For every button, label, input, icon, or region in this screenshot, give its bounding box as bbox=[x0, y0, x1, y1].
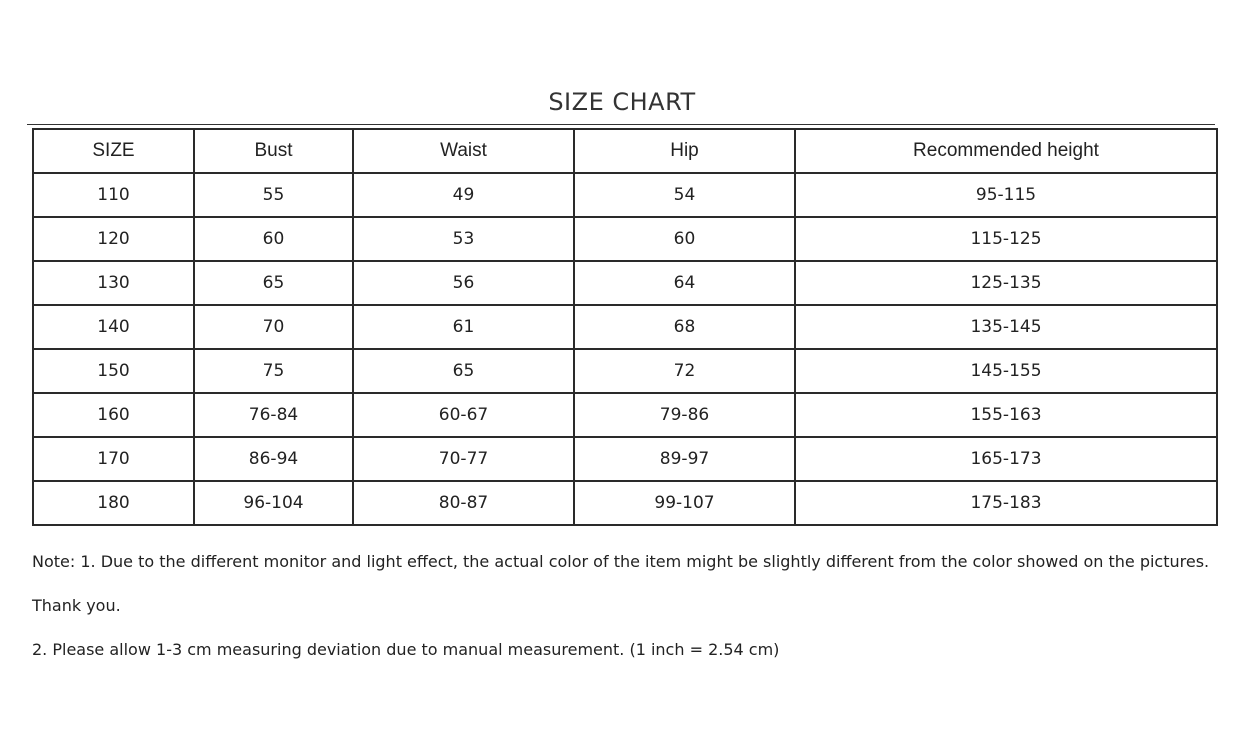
cell-height: 95-115 bbox=[795, 173, 1217, 217]
header-hip: Hip bbox=[574, 129, 795, 173]
cell-size: 170 bbox=[33, 437, 194, 481]
table-row bbox=[33, 305, 1217, 349]
cell-bust: 60 bbox=[194, 217, 353, 261]
table-row bbox=[33, 217, 1217, 261]
cell-height: 165-173 bbox=[795, 437, 1217, 481]
note-color-difference: Note: 1. Due to the different monitor and light effect, the actual color of the item might be slightly different from the color showed on the pictures. bbox=[32, 552, 1210, 571]
header-bust: Bust bbox=[194, 129, 353, 173]
cell-waist: 56 bbox=[353, 261, 574, 305]
table-row bbox=[33, 481, 1217, 525]
page-title: SIZE CHART bbox=[548, 88, 696, 116]
cell-hip: 72 bbox=[574, 349, 795, 393]
table-row bbox=[33, 173, 1217, 217]
cell-height: 125-135 bbox=[795, 261, 1217, 305]
size-chart-table bbox=[32, 128, 1218, 526]
cell-bust: 75 bbox=[194, 349, 353, 393]
cell-hip: 68 bbox=[574, 305, 795, 349]
cell-hip: 54 bbox=[574, 173, 795, 217]
cell-waist: 80-87 bbox=[353, 481, 574, 525]
cell-size: 160 bbox=[33, 393, 194, 437]
cell-bust: 55 bbox=[194, 173, 353, 217]
header-waist: Waist bbox=[353, 129, 574, 173]
table-header-row bbox=[33, 129, 1217, 173]
table-row bbox=[33, 261, 1217, 305]
title-divider bbox=[27, 124, 1215, 125]
cell-height: 155-163 bbox=[795, 393, 1217, 437]
cell-waist: 49 bbox=[353, 173, 574, 217]
cell-size: 110 bbox=[33, 173, 194, 217]
cell-hip: 89-97 bbox=[574, 437, 795, 481]
cell-size: 140 bbox=[33, 305, 194, 349]
cell-waist: 65 bbox=[353, 349, 574, 393]
cell-size: 180 bbox=[33, 481, 194, 525]
cell-height: 175-183 bbox=[795, 481, 1217, 525]
header-recommended-height: Recommended height bbox=[795, 129, 1217, 173]
cell-hip: 64 bbox=[574, 261, 795, 305]
cell-bust: 86-94 bbox=[194, 437, 353, 481]
cell-hip: 99-107 bbox=[574, 481, 795, 525]
cell-hip: 60 bbox=[574, 217, 795, 261]
cell-size: 120 bbox=[33, 217, 194, 261]
table-row bbox=[33, 393, 1217, 437]
note-thanks: Thank you. bbox=[32, 596, 121, 615]
note-measuring-deviation: 2. Please allow 1-3 cm measuring deviation due to manual measurement. (1 inch = 2.54 cm) bbox=[32, 640, 780, 659]
cell-height: 135-145 bbox=[795, 305, 1217, 349]
table-row bbox=[33, 437, 1217, 481]
cell-hip: 79-86 bbox=[574, 393, 795, 437]
table-row bbox=[33, 349, 1217, 393]
cell-waist: 60-67 bbox=[353, 393, 574, 437]
cell-size: 130 bbox=[33, 261, 194, 305]
cell-bust: 70 bbox=[194, 305, 353, 349]
cell-height: 115-125 bbox=[795, 217, 1217, 261]
cell-waist: 70-77 bbox=[353, 437, 574, 481]
cell-size: 150 bbox=[33, 349, 194, 393]
header-size: SIZE bbox=[33, 129, 194, 173]
cell-waist: 53 bbox=[353, 217, 574, 261]
cell-height: 145-155 bbox=[795, 349, 1217, 393]
cell-bust: 76-84 bbox=[194, 393, 353, 437]
cell-waist: 61 bbox=[353, 305, 574, 349]
cell-bust: 65 bbox=[194, 261, 353, 305]
cell-bust: 96-104 bbox=[194, 481, 353, 525]
